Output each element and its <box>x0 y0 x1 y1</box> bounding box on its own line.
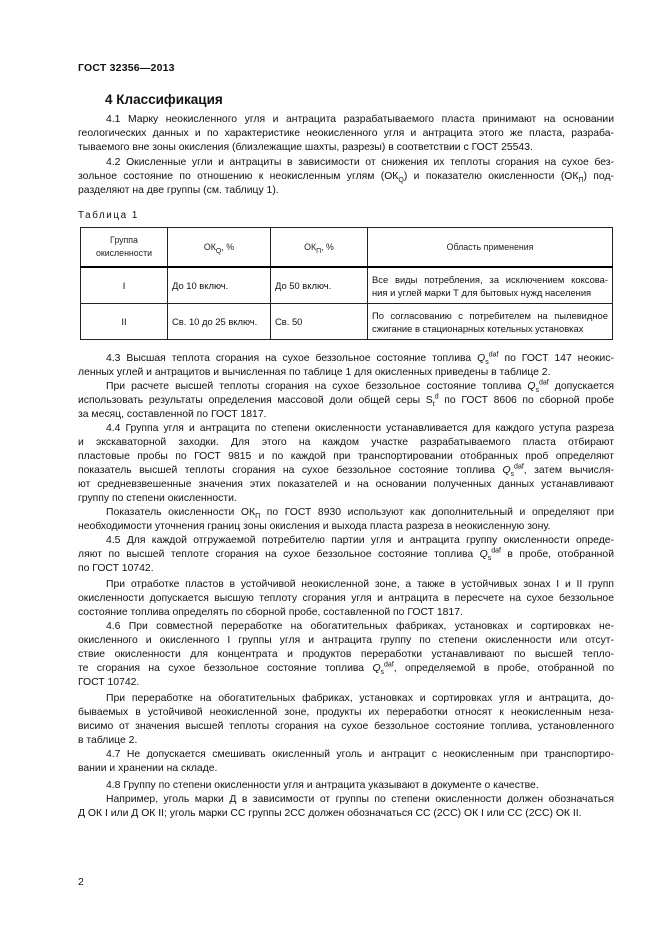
cell-area <box>368 304 613 340</box>
text-line: геологических данных и по характеристике неокисленного угля и антрацита этого же пласта, разраба- <box>78 128 614 139</box>
text-line: При переработке на обогатительных фабриках, установках и сортировках угля и антрацита, до- <box>106 693 614 704</box>
cell-line: Все виды потребления, за исключением коксова- <box>372 273 608 285</box>
inline-text: Q <box>372 663 381 674</box>
inline-text: 4.3 Высшая теплота сгорания на сухое беззольное состояние топлива <box>106 353 478 364</box>
inline-text: daf <box>488 351 499 359</box>
para-4-8 <box>78 779 614 821</box>
text-line: ленных углей и антрацитов и вычисленная по таблице 1 для окисленных приведены в таблице 2. <box>78 367 551 378</box>
text-line: При отработке пластов в устойчивой неокисленной зоне, а также в устойчивых зонах I и II групп <box>106 579 614 590</box>
text-line: 4.1 Марку неокисленного угля и антрацита разрабатываемого пласта принимают на основании <box>106 114 614 125</box>
inline-text: П <box>255 513 261 521</box>
text-line: окисленности допускается высшую теплоту сгорания угля и антрацита в пересчете на сухое беззольное <box>78 593 614 604</box>
para-4-4 <box>78 422 614 534</box>
text-line: тываемого вне зоны окисления (близлежащие шахты, разрезы) в соответствии с ГОСТ 25543. <box>78 142 533 153</box>
cell-okq: Св. 10 до 25 включ. <box>168 304 271 340</box>
text-line: по ГОСТ 10742. <box>78 563 154 574</box>
inline-text: daf <box>384 661 394 669</box>
page-number: 2 <box>78 876 84 888</box>
inline-text: , затем вычисля- <box>523 465 615 476</box>
text-line: пластовые пробы по ГОСТ 9815 и по каждой при транспортировании отобранных проб определяют <box>78 451 614 462</box>
para-4-7 <box>78 748 614 776</box>
table-row <box>81 267 613 304</box>
text-line <box>78 662 614 676</box>
subscript: Q <box>398 177 404 185</box>
cell-area <box>368 267 613 304</box>
inline-text: Q <box>502 465 511 476</box>
inline-text: s <box>487 555 492 563</box>
inline-text: в пробе, отобранной <box>500 549 614 560</box>
text-line: ствие окисленности для концентрата и продуктов переработки устанавливают по высшей тепло- <box>78 649 614 660</box>
text-line: 4.6 При совместной переработке на обогатительных фабриках, установках и сортировках не- <box>106 621 614 632</box>
text-line: окисленного и окисленного I группы угля и антрацита группу по степени окисленности или отсут- <box>78 635 614 646</box>
inline-text: , % <box>321 241 334 252</box>
text-line: вании и хранении на складе. <box>78 763 218 774</box>
para-4-6 <box>78 620 614 748</box>
inline-text: Показатель окисленности ОК <box>106 507 256 518</box>
cell-okp: До 50 включ. <box>271 267 368 304</box>
para-4-1 <box>78 113 614 155</box>
classification-table <box>80 227 613 340</box>
inline-text: s <box>510 471 515 479</box>
cell-line: сжигание в стационарных котельных установках <box>372 322 584 334</box>
inline-text: daf <box>538 379 549 387</box>
text-span: ) и показателю окисленности (ОК <box>403 171 579 182</box>
inline-text: по ГОСТ 8606 по сборной пробе <box>438 395 614 406</box>
text-span: ) под- <box>583 171 614 182</box>
inline-text: s <box>380 669 385 677</box>
section-title: 4 Классификация <box>105 92 223 107</box>
inline-text: , % <box>221 241 235 252</box>
inline-text: d <box>434 393 439 401</box>
subscript: П <box>578 177 584 185</box>
inline-text: использовать результаты определения массовой доли общей серы S <box>78 395 433 406</box>
text-line: 4.5 Для каждой отгружаемой потребителю партии угля и антрацита группу окисленности опреде- <box>106 535 614 546</box>
text-line: Например, уголь марки Д в зависимости от группы по степени окисленности должен обозначаться <box>106 794 614 805</box>
text-line: в таблице 2. <box>78 735 138 746</box>
table-row <box>81 304 613 340</box>
cell-line: По согласованию с потребителем на пылевидное <box>372 309 608 321</box>
text-line: бываемых в устойчивой неокисленной зоне, продукты их переработки относят к неокисленным неза- <box>78 707 614 718</box>
inline-text: Q <box>527 381 536 392</box>
inline-text: ОК <box>304 241 317 252</box>
inline-text: t <box>432 401 435 409</box>
text-line: и экскаваторной заходки. Для этого на каждом участке разрабатываемого пласта отбирают <box>78 437 614 448</box>
inline-text: s <box>535 387 539 395</box>
text-line: за месяц, составленной по ГОСТ 1817. <box>78 409 267 420</box>
text-line: Д ОК I или Д ОК II; уголь марки СС группы 2СС должен обозначаться СС (2СС) ОК I или СС (2СС) ОК II. <box>78 808 582 819</box>
para-4-2 <box>78 156 614 198</box>
document-header: ГОСТ 32356—2013 <box>78 62 175 74</box>
cell-okq: До 10 включ. <box>168 267 271 304</box>
header-okq <box>168 228 271 268</box>
inline-text: те сгорания на сухое беззольное состояние топлива <box>78 663 373 674</box>
text-line: 4.2 Окисленные угли и антрациты в зависимости от снижения их теплоты сгорания на сухое без- <box>106 157 614 168</box>
text-line: висимо от значения высшей теплоты сгорания на сухое беззольное состояние топлива, установленного <box>78 721 614 732</box>
inline-text: ляют по высшей теплоте сгорания на сухое беззольное состояние топлива <box>78 549 480 560</box>
inline-text: по ГОСТ 147 неокис- <box>498 353 614 364</box>
text-line: 4.7 Не допускается смешивать окисленный уголь и антрацит с неокисленным при транспортиро- <box>106 749 614 760</box>
text-line: состояние топлива определять по сборной пробе, составленной по ГОСТ 1817. <box>78 607 463 618</box>
inline-text: ОК <box>203 241 216 252</box>
text-line <box>78 352 614 366</box>
text-line: 4.8 Группу по степени окисленности угля и антрацита указывают в документе о качестве. <box>106 780 539 791</box>
text-line <box>78 506 614 520</box>
cell-group: II <box>81 304 168 340</box>
inline-text: П <box>316 247 322 255</box>
inline-text: daf <box>514 463 524 471</box>
inline-text: допускается <box>548 381 614 392</box>
text-line: 4.4 Группа угля и антрацита по степени окисленности устанавливается для каждого уступа разреза <box>106 423 614 434</box>
text-line: ГОСТ 10742. <box>78 677 140 688</box>
cell-line: ния и углей марки Т для бытовых нужд населения <box>372 286 592 298</box>
inline-text: При расчете высшей теплоты сгорания на сухое беззольное состояние топлива <box>106 381 528 392</box>
header-group: Группа окисленности <box>81 228 168 268</box>
cell-okp: Св. 50 <box>271 304 368 340</box>
para-4-3 <box>78 352 614 422</box>
inline-text: по ГОСТ 8930 используют как дополнительный и определяют при <box>260 507 614 518</box>
text-line <box>78 464 614 478</box>
cell-group: I <box>81 267 168 304</box>
text-line <box>78 170 614 184</box>
text-line: разделяют на две группы (см. таблицу 1). <box>78 185 279 196</box>
inline-text: Q <box>477 353 486 364</box>
header-okp <box>271 228 368 268</box>
inline-text: , определяемой в пробе, отобранной по <box>393 663 614 674</box>
inline-text: Q <box>479 549 488 560</box>
text-line: ют средневзвешенные значения этих показателей и на основании полученных данных устанавливают <box>78 479 614 490</box>
header-area: Область применения <box>368 228 613 268</box>
text-line <box>78 548 614 562</box>
text-line <box>78 380 614 394</box>
inline-text: daf <box>491 547 501 555</box>
inline-text: Q <box>215 247 222 255</box>
para-4-5 <box>78 534 614 620</box>
text-line: необходимости уточнения границ зоны окисления и выхода пласта разреза в неокисленную зону. <box>78 521 551 532</box>
inline-text: показатель высшей теплоты сгорания на сухое беззольное состояние топлива <box>78 465 503 476</box>
text-span: зольное состояние по отношению к неокисленным углям (ОК <box>78 171 399 182</box>
text-line: группу по степени окисленности. <box>78 493 237 504</box>
inline-text: s <box>485 359 489 367</box>
text-line <box>78 394 614 408</box>
table-caption: Таблица 1 <box>78 210 139 221</box>
